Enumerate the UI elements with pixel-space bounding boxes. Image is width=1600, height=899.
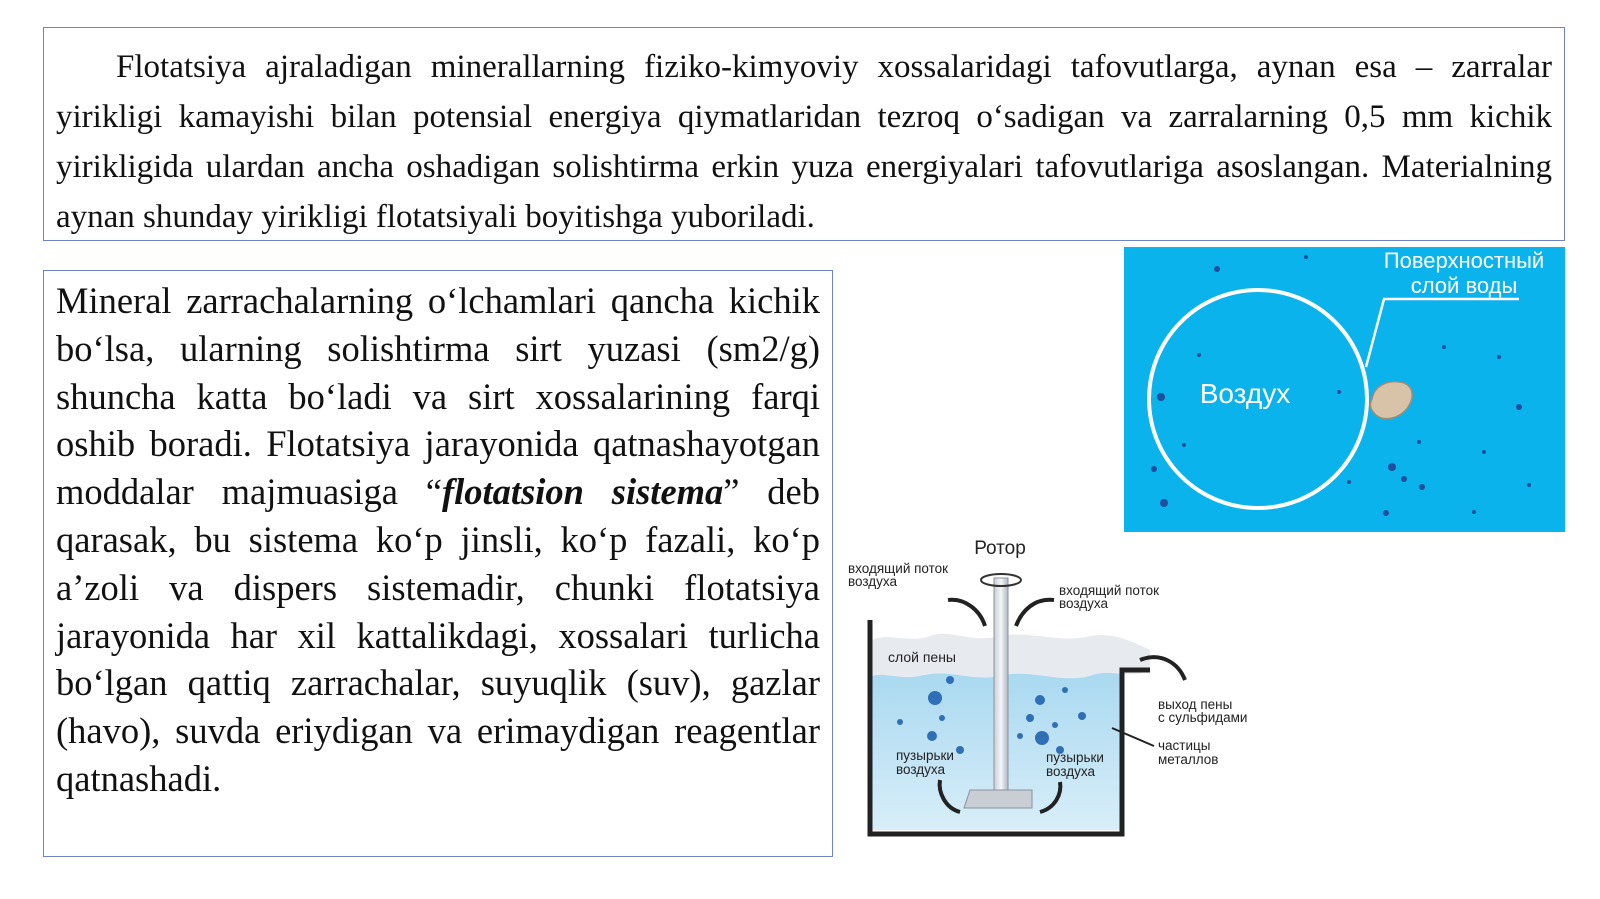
bubble-particle-figure [1124,247,1565,532]
metal-particles-label-2: металлов [1158,752,1219,767]
surface-layer-label-2: слой воды [1410,273,1518,298]
bubbles-left-label-2: воздуха [896,762,946,777]
flotation-cell-figure [848,538,1320,860]
left-text-box [43,270,833,857]
air-inflow-arrow-right [1016,600,1054,626]
air-in-right-label-2: воздуха [1059,596,1109,611]
metal-particles-label-1: частицы [1158,738,1211,753]
air-in-left-label-2: воздуха [848,574,898,589]
impeller [964,790,1032,808]
left-paragraph [56,277,820,803]
left-paragraph-end: ” deb qarasak, bu sistema ko‘p jinsli, ko‘p fazali, ko‘p a’zoli va dispers sistemadir, chunki flotatsiya jarayonida har xil kattalikdagi, xossalari turlicha bo‘lgan qattiq zarrachalar, suyuqlik (suv), gazlar (havo), suvda eriydigan va erimaydigan reagentlar qatnashadi. [56,471,820,799]
foam-out-label-1: выход пены [1158,697,1233,712]
top-text-box [43,27,1565,241]
air-inflow-arrow-left [948,600,985,626]
top-paragraph: Flotatsiya ajraladigan minerallarning fiziko-kimyoviy xossalaridagi tafovutlarga, aynan esa – zarralar yirikligi kamayishi bilan potensial energiya qiymatlaridan tezroq o‘sadigan va zarralarning 0,5 mm kichik yirikligida ulardan ancha oshadigan solishtirma erkin yuza energiyalari tafovutlariga asoslangan. Materialning aynan shunday yirikligi flotatsiyali boyitishga yuboriladi. [56,49,1552,235]
air-in-right-label-1: входящий поток [1059,583,1160,598]
rotor-label: Ротор [974,538,1026,559]
surface-layer-label-1: Поверхностный [1383,248,1545,273]
air-in-left-label-1: входящий поток [848,561,949,576]
rotor-shaft [994,578,1008,793]
foam-layer-label: слой пены [888,649,956,665]
left-paragraph-start: Mineral zarrachalarning o‘lchamlari qancha kichik bo‘lsa, ularning solishtirma sirt yuzasi (sm2/g) shuncha katta bo‘ladi va sirt xossalarining farqi oshib boradi. Flotatsiya jarayonida qatnashayotgan moddalar majmuasiga “ [56,280,820,513]
bubbles-right-label-2: воздуха [1046,764,1096,779]
bubbles-left-label-1: пузырьки [896,748,954,763]
air-label: Воздух [1199,378,1291,409]
bubbles-right-label-1: пузырьки [1046,750,1104,765]
foam-out-label-2: с сульфидами [1158,710,1248,725]
emphasized-term: flotatsion sistema [442,471,724,513]
